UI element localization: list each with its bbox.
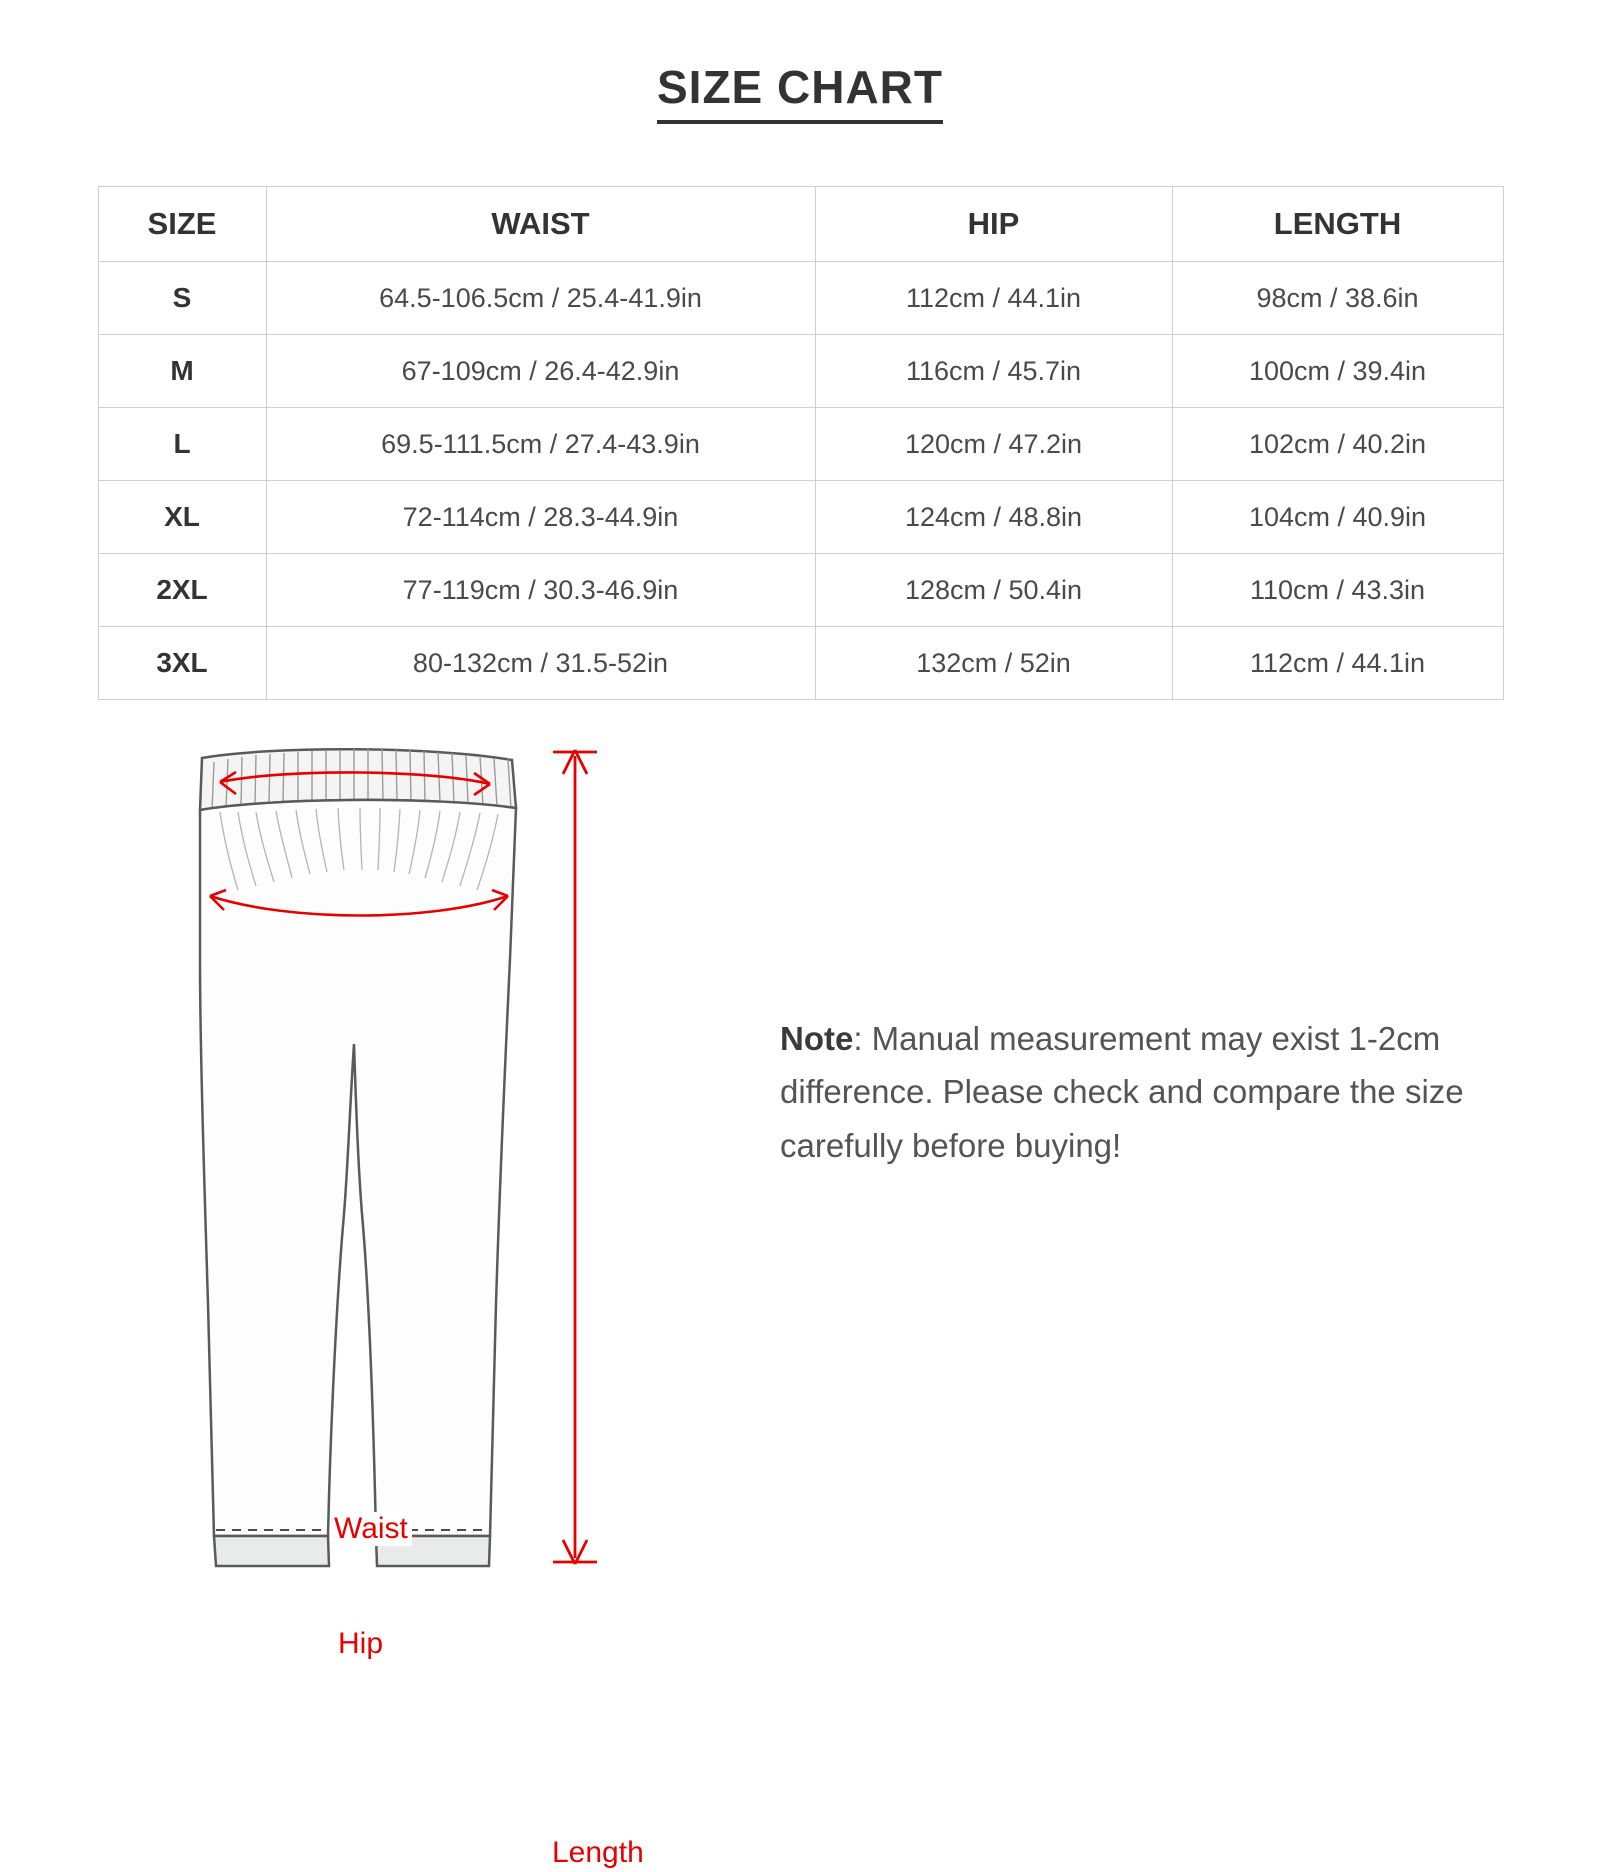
table-row xyxy=(98,554,1503,627)
cell-hip: 132cm / 52in xyxy=(815,627,1172,700)
page-title: SIZE CHART xyxy=(657,60,943,124)
table-row xyxy=(98,408,1503,481)
cell-length: 104cm / 40.9in xyxy=(1172,481,1503,554)
label-waist: Waist xyxy=(330,1512,412,1546)
cell-hip: 124cm / 48.8in xyxy=(815,481,1172,554)
cell-length: 112cm / 44.1in xyxy=(1172,627,1503,700)
cell-hip: 128cm / 50.4in xyxy=(815,554,1172,627)
table-row xyxy=(98,335,1503,408)
cell-waist: 77-119cm / 30.3-46.9in xyxy=(266,554,815,627)
column-header-length: LENGTH xyxy=(1172,187,1503,262)
size-chart-table xyxy=(98,186,1504,700)
table-row xyxy=(98,481,1503,554)
table-header-row xyxy=(98,187,1503,262)
cell-waist: 80-132cm / 31.5-52in xyxy=(266,627,815,700)
label-length: Length xyxy=(548,1834,648,1872)
cell-hip: 116cm / 45.7in xyxy=(815,335,1172,408)
cell-length: 102cm / 40.2in xyxy=(1172,408,1503,481)
column-header-size: SIZE xyxy=(98,187,266,262)
cell-size: XL xyxy=(98,481,266,554)
cell-waist: 67-109cm / 26.4-42.9in xyxy=(266,335,815,408)
cell-hip: 112cm / 44.1in xyxy=(815,262,1172,335)
cell-size: 3XL xyxy=(98,627,266,700)
cell-waist: 72-114cm / 28.3-44.9in xyxy=(266,481,815,554)
cell-length: 110cm / 43.3in xyxy=(1172,554,1503,627)
note-text: : Manual measurement may exist 1-2cm difference. Please check and compare the size carefully before buying! xyxy=(780,1020,1464,1164)
column-header-waist: WAIST xyxy=(266,187,815,262)
length-measure-arrow-icon xyxy=(545,740,605,1570)
cell-size: M xyxy=(98,335,266,408)
cell-size: 2XL xyxy=(98,554,266,627)
cell-waist: 69.5-111.5cm / 27.4-43.9in xyxy=(266,408,815,481)
table-row xyxy=(98,627,1503,700)
cell-size: L xyxy=(98,408,266,481)
cell-size: S xyxy=(98,262,266,335)
title-container xyxy=(0,0,1600,124)
column-header-hip: HIP xyxy=(815,187,1172,262)
cell-hip: 120cm / 47.2in xyxy=(815,408,1172,481)
note-label: Note xyxy=(780,1020,854,1057)
table-row xyxy=(98,262,1503,335)
cell-waist: 64.5-106.5cm / 25.4-41.9in xyxy=(266,262,815,335)
sweatpants-illustration-icon xyxy=(180,744,540,1574)
cell-length: 98cm / 38.6in xyxy=(1172,262,1503,335)
size-chart-table-container xyxy=(98,186,1503,700)
cell-length: 100cm / 39.4in xyxy=(1172,335,1503,408)
label-hip: Hip xyxy=(333,1627,388,1661)
note-block xyxy=(780,1012,1500,1172)
